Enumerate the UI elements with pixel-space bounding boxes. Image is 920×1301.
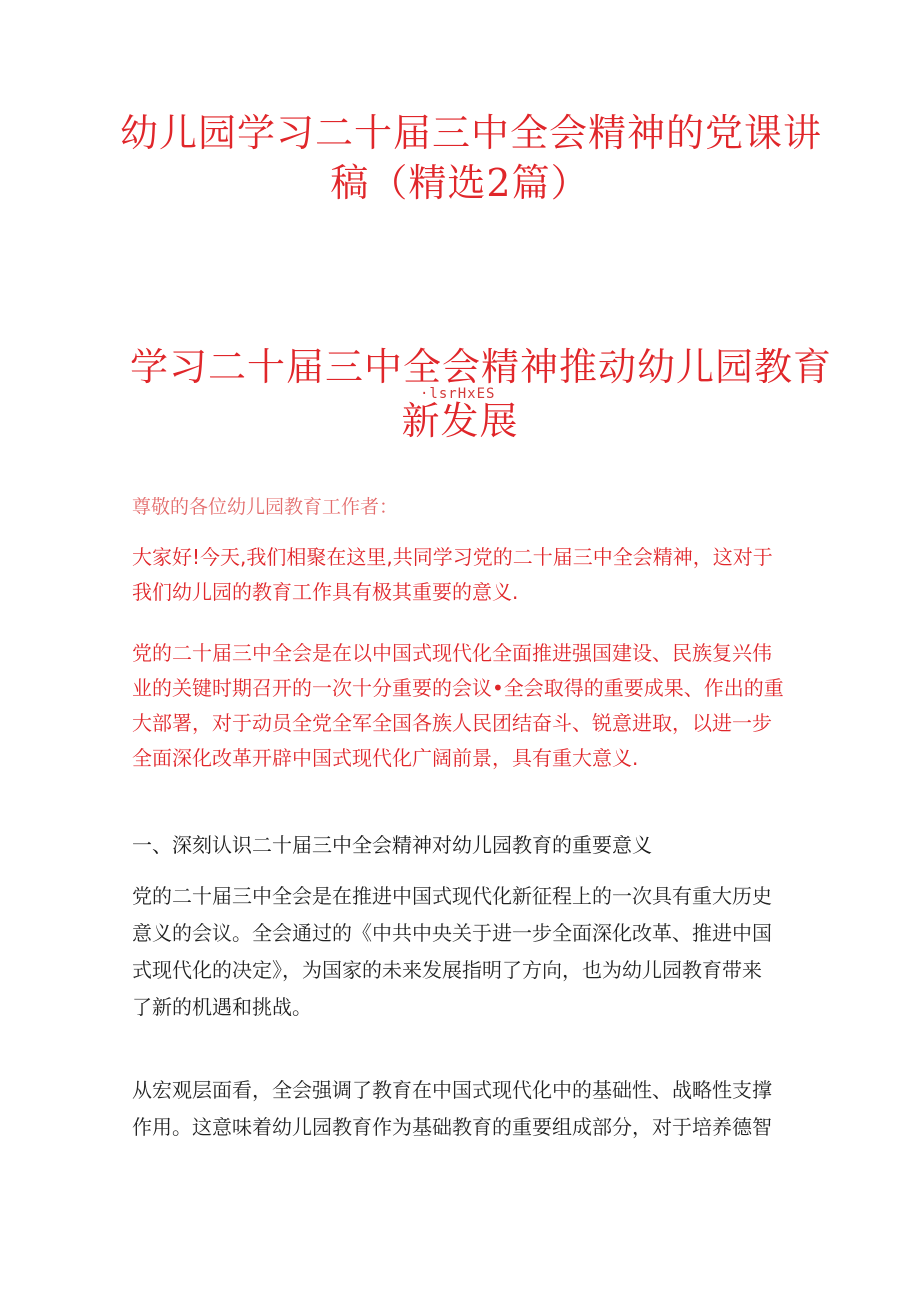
watermark-stamp: ·lsrHxES <box>420 386 496 402</box>
text-line: 从宏观层面看，全会强调了教育在中国式现代化中的基础性、战略性支撑 <box>132 1078 772 1102</box>
text-line: 党的二十届三中全会是在推进中国式现代化新征程上的一次具有重大历史 <box>132 884 772 908</box>
text-line: 式现代化的决定》，为国家的未来发展指明了方向，也为幼儿园教育带来 <box>132 958 762 982</box>
text-line: 我们幼儿园的教育工作具有极其重要的意义. <box>132 580 519 604</box>
text-line: 全面深化改革开辟中国式现代化广阔前景，具有重大意义. <box>132 746 639 770</box>
text-line: 意义的会议。全会通过的《中共中央关于进一步全面深化改革、推进中国 <box>132 921 772 945</box>
text-line: 大家好!今天,我们相聚在这里,共同学习党的二十届三中全会精神，这对于 <box>132 545 773 569</box>
text-line: 作用。这意味着幼儿园教育作为基础教育的重要组成部分，对于培养德智 <box>132 1115 772 1139</box>
text-line: 党的二十届三中全会是在以中国式现代化全面推进强国建设、民族复兴伟 <box>132 641 772 665</box>
section-heading: 一、深刻认识二十届三中全会精神对幼儿园教育的重要意义 <box>132 833 652 857</box>
title-line: 稿（精选2篇） <box>330 161 590 205</box>
text-line: 了新的机遇和挑战。 <box>132 995 312 1019</box>
paragraph-red <box>132 540 802 610</box>
paragraph-body <box>132 878 802 1026</box>
title-line: 幼儿园学习二十届三中全会精神的党课讲 <box>120 111 823 155</box>
text-line: 大部署，对于动员全党全军全国各族人民团结奋斗、锐意进取，以进一步 <box>132 711 772 735</box>
text-line: 业的关键时期召开的一次十分重要的会议•全会取得的重要成果、作出的重 <box>132 676 784 700</box>
document-title <box>120 108 823 208</box>
section-title-line: 学习二十届三中全会精神推动幼儿园教育 <box>130 345 833 389</box>
paragraph-body <box>132 1072 802 1146</box>
section-title-line: 新发展 <box>401 399 519 443</box>
greeting-line: 尊敬的各位幼儿园教育工作者： <box>132 496 399 518</box>
paragraph-red <box>132 636 802 776</box>
